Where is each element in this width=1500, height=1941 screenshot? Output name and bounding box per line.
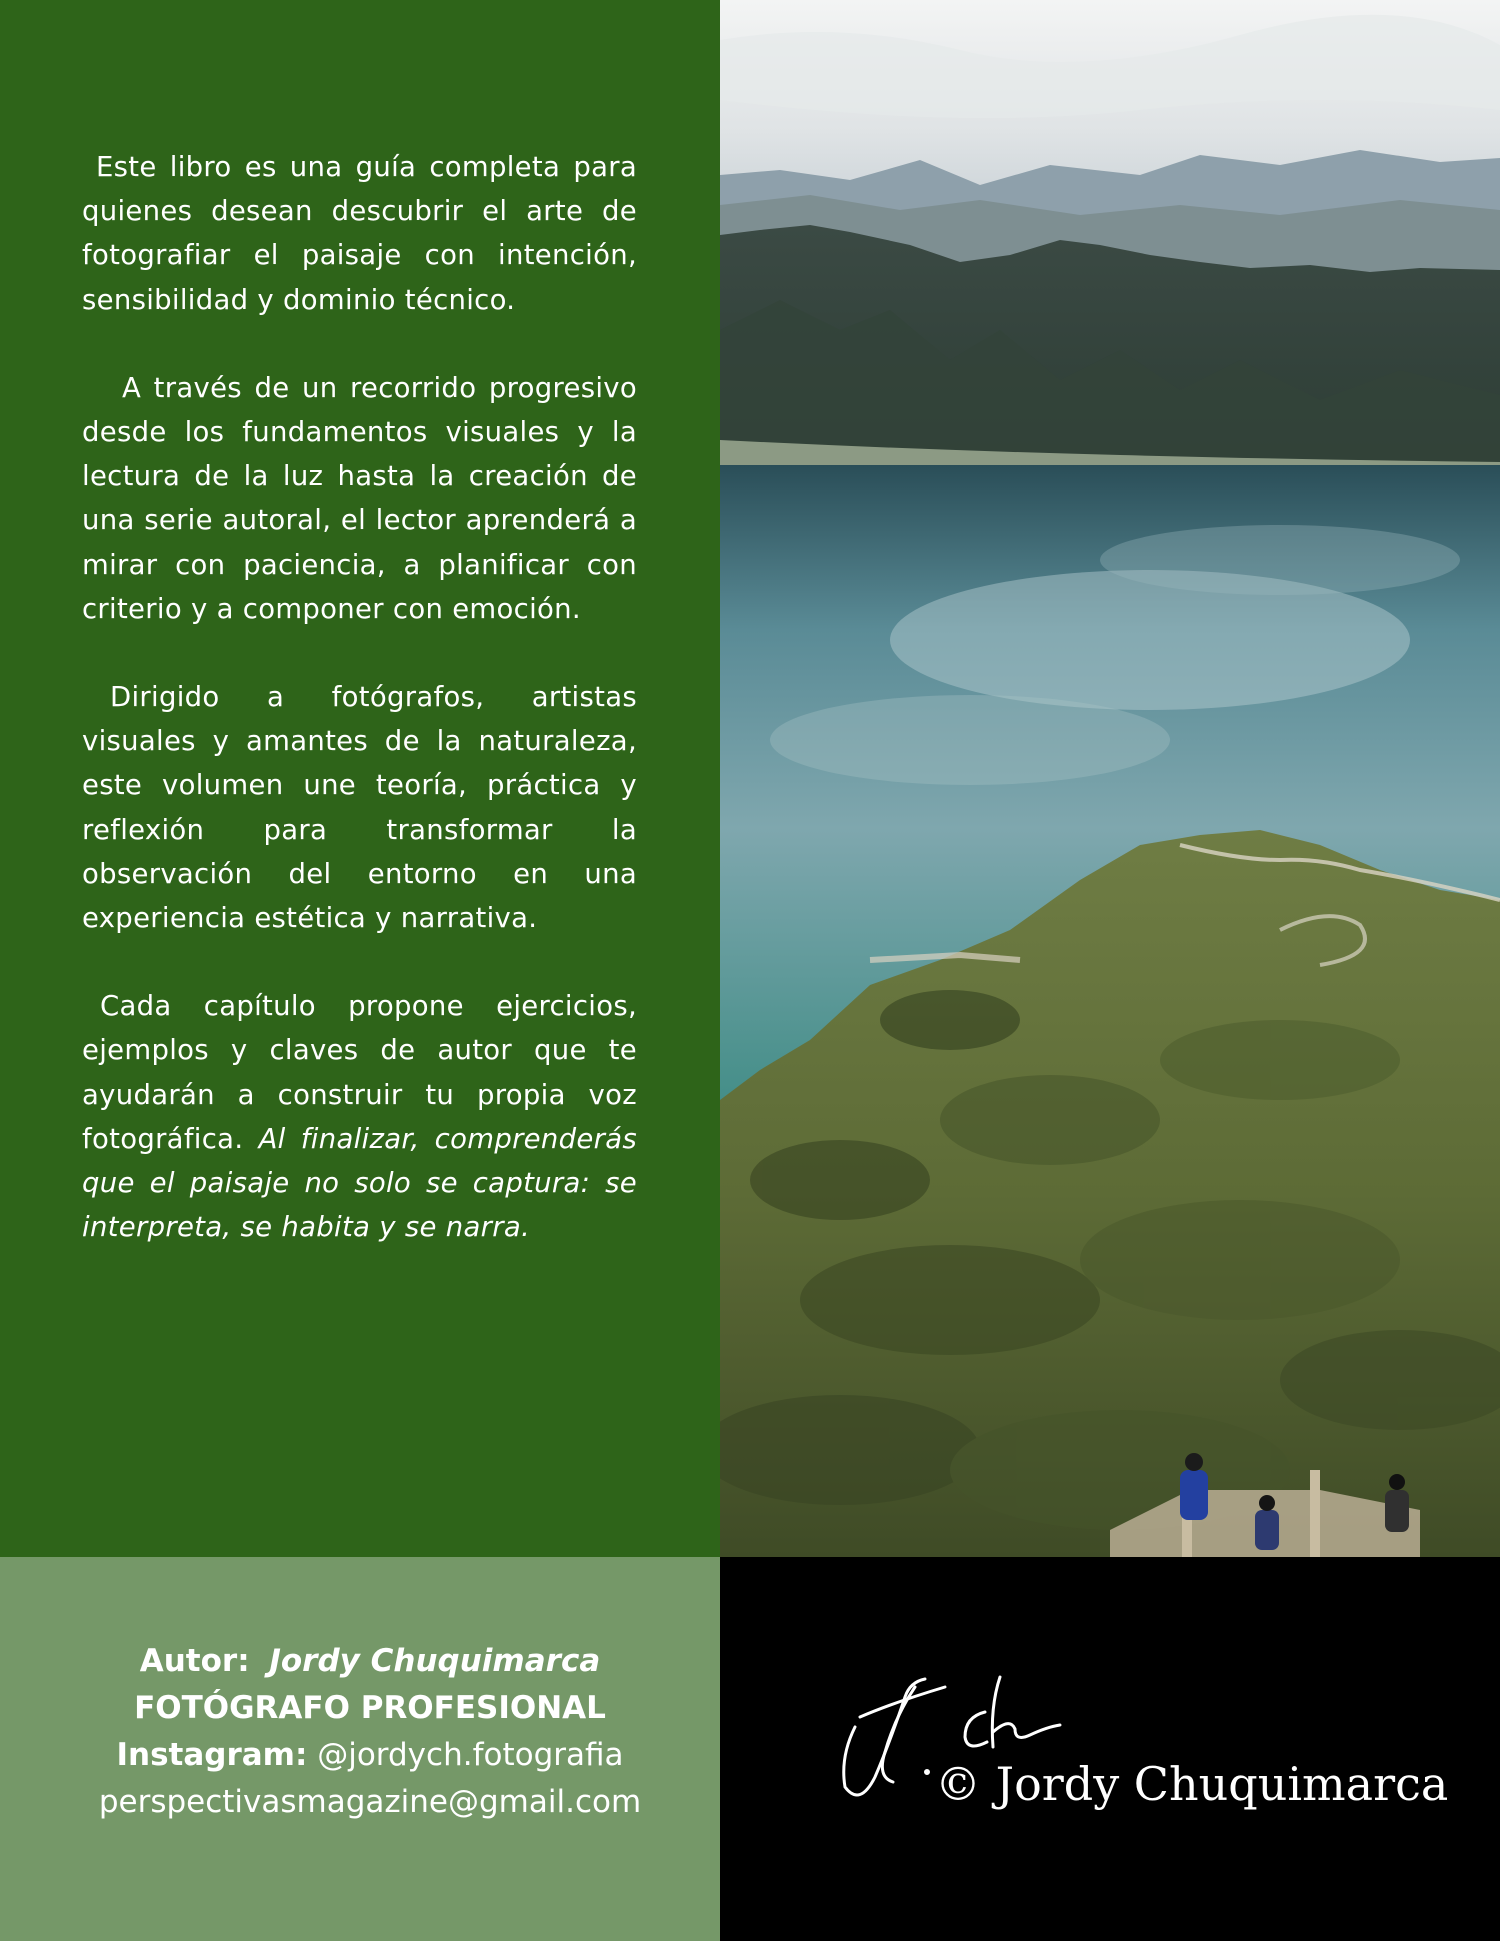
author-role: FOTÓGRAFO PROFESIONAL: [134, 1690, 606, 1726]
signature-panel: [720, 1557, 1500, 1941]
blurb-paragraph-4: Cada capítulo propone ejercicios, ejemplos y claves de autor que te ayudarán a construir tu propia voz fotográfica. Al finalizar, comprenderás que el paisaje no solo se captura: se interpreta, se habita y se narra.: [82, 990, 637, 1244]
author-name: Jordy Chuquimarca: [269, 1643, 601, 1679]
blurb-paragraph-3: Dirigido a fotógrafos, artistas visuales y amantes de la naturaleza, este volumen une teoría, práctica y reflexión para transformar la observación del entorno en una experiencia estética y narrativa.: [82, 681, 637, 935]
contact-email: perspectivasmagazine@gmail.com: [98, 1784, 642, 1820]
blurb-paragraph-1: Este libro es una guía completa para quienes desean descubrir el arte de fotografiar el paisaje con intención, sensibilidad y dominio técnico.: [82, 151, 637, 316]
instagram-line: Instagram: @jordych.fotografia: [116, 1737, 624, 1773]
instagram-handle: @jordych.fotografia: [317, 1737, 624, 1773]
copyright-notice: © Jordy Chuquimarca: [935, 1757, 1449, 1811]
author-info-panel: [0, 1557, 720, 1941]
blurb-paragraph-2: A través de un recorrido progresivo desde los fundamentos visuales y la lectura de la luz hasta la creación de una serie autoral, el lector aprenderá a mirar con paciencia, a planificar con criterio y a componer con emoción.: [82, 371, 637, 625]
author-line: Autor: Jordy Chuquimarca: [139, 1643, 601, 1679]
back-cover-text-panel: [0, 0, 720, 1557]
lagoon-landscape-photo: [720, 0, 1500, 1557]
closing-italic-text: Al finalizar, comprenderás que el paisaje no solo se captura: se interpreta, se habita y se narra.: [82, 1122, 637, 1244]
blurb: [82, 145, 637, 1249]
